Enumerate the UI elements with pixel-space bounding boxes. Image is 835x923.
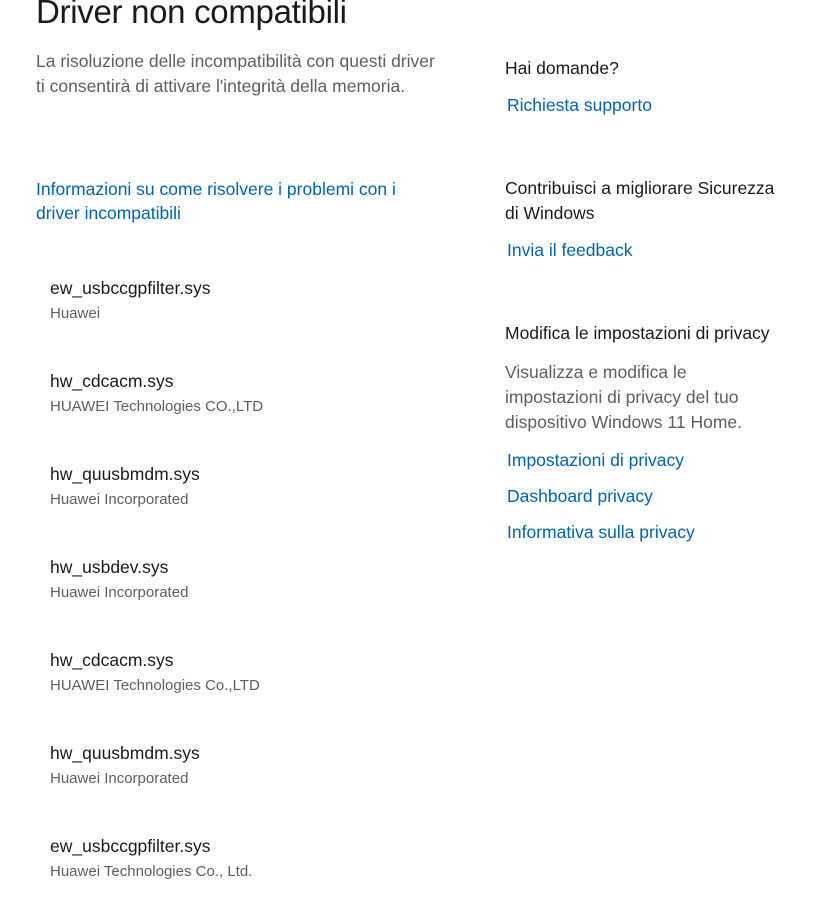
driver-item[interactable] (50, 649, 450, 742)
driver-item[interactable] (50, 463, 450, 556)
driver-item[interactable] (50, 835, 450, 923)
driver-provider: Huawei Incorporated (50, 770, 189, 787)
feedback-section (505, 176, 795, 261)
questions-section (505, 56, 795, 116)
driver-item[interactable] (50, 742, 450, 835)
page-description: La risoluzione delle incompatibilità con questi driver ti consentirà di attivare l'integrità della memoria. (36, 51, 435, 96)
driver-item[interactable] (50, 556, 450, 649)
get-support-link[interactable]: Richiesta supporto (507, 95, 652, 115)
privacy-dashboard-link[interactable]: Dashboard privacy (507, 486, 653, 506)
driver-name: hw_cdcacm.sys (50, 371, 174, 391)
driver-incompatibility-info-link[interactable]: Informazioni su come risolvere i problemi con i driver incompatibili (36, 179, 396, 223)
driver-provider: Huawei (50, 305, 101, 322)
driver-name: hw_quusbmdm.sys (50, 464, 200, 484)
privacy-settings-link[interactable]: Impostazioni di privacy (507, 450, 685, 470)
driver-provider: HUAWEI Technologies CO.,LTD (50, 398, 264, 415)
privacy-description: Visualizza e modifica le impostazioni di privacy del tuo dispositivo Windows 11 Home. (505, 362, 742, 432)
send-feedback-link[interactable]: Invia il feedback (507, 240, 633, 260)
driver-name: hw_usbdev.sys (50, 557, 169, 577)
driver-name: ew_usbccgpfilter.sys (50, 278, 211, 298)
driver-item[interactable] (50, 277, 450, 370)
feedback-heading: Contribuisci a migliorare Sicurezza di Windows (505, 178, 775, 223)
driver-provider: Huawei Incorporated (50, 491, 189, 508)
driver-name: ew_usbccgpfilter.sys (50, 836, 211, 856)
driver-provider: Huawei Incorporated (50, 584, 189, 601)
driver-item[interactable] (50, 370, 450, 463)
driver-name: hw_quusbmdm.sys (50, 743, 200, 763)
questions-heading: Hai domande? (505, 58, 619, 78)
privacy-section (505, 321, 795, 543)
privacy-links (505, 449, 795, 543)
driver-list (50, 277, 450, 923)
driver-provider: HUAWEI Technologies Co.,LTD (50, 677, 260, 694)
page-title: Driver non compatibili (36, 0, 347, 30)
privacy-statement-link[interactable]: Informativa sulla privacy (507, 522, 695, 542)
driver-provider: Huawei Technologies Co., Ltd. (50, 863, 253, 880)
privacy-heading: Modifica le impostazioni di privacy (505, 323, 770, 343)
driver-name: hw_cdcacm.sys (50, 650, 174, 670)
